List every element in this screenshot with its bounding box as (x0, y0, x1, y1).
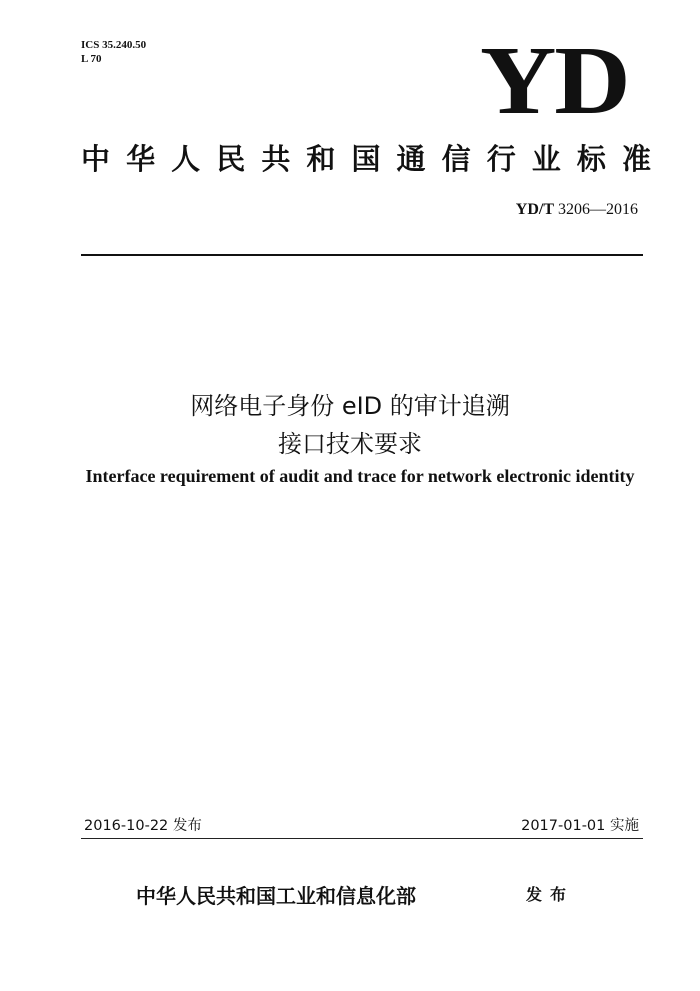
yd-logo: YD (480, 27, 629, 135)
bottom-divider (81, 838, 643, 839)
standard-type-char: 通 (396, 142, 426, 176)
standard-type-char: 共 (261, 142, 291, 176)
top-divider (81, 254, 643, 256)
standard-type-char: 人 (171, 142, 201, 176)
standard-type-char: 中 (81, 142, 111, 176)
title-en: Interface requirement of audit and trace for network electronic identity (85, 466, 635, 486)
standard-type-char: 华 (126, 142, 156, 176)
standard-type-title (81, 141, 651, 177)
publish-label: 发布 (526, 885, 575, 904)
standard-type-char: 业 (531, 142, 561, 176)
implementation-date: 2017-01-01 实施 (521, 818, 639, 834)
standard-code: YD/T (515, 201, 554, 218)
publisher-name: 中华人民共和国工业和信息化部 (136, 884, 416, 908)
standard-type-char: 标 (576, 142, 606, 176)
standard-number-value: 3206—2016 (558, 201, 638, 218)
standard-type-char: 和 (306, 142, 336, 176)
standard-type-char: 信 (441, 142, 471, 176)
standard-type-char: 民 (216, 142, 246, 176)
classification-codes (81, 38, 146, 66)
ics-code: ICS 35.240.50 (81, 39, 147, 51)
standard-type-char: 国 (351, 142, 381, 176)
issue-date: 2016-10-22 发布 (84, 818, 202, 834)
title-cn-line1: 网络电子身份 eID 的审计追溯 (190, 392, 510, 420)
standard-number (516, 201, 638, 219)
ccs-code: L 70 (81, 53, 102, 65)
standard-type-char: 准 (621, 142, 651, 176)
standard-type-char: 行 (486, 142, 516, 176)
title-cn-line2: 接口技术要求 (278, 430, 422, 458)
